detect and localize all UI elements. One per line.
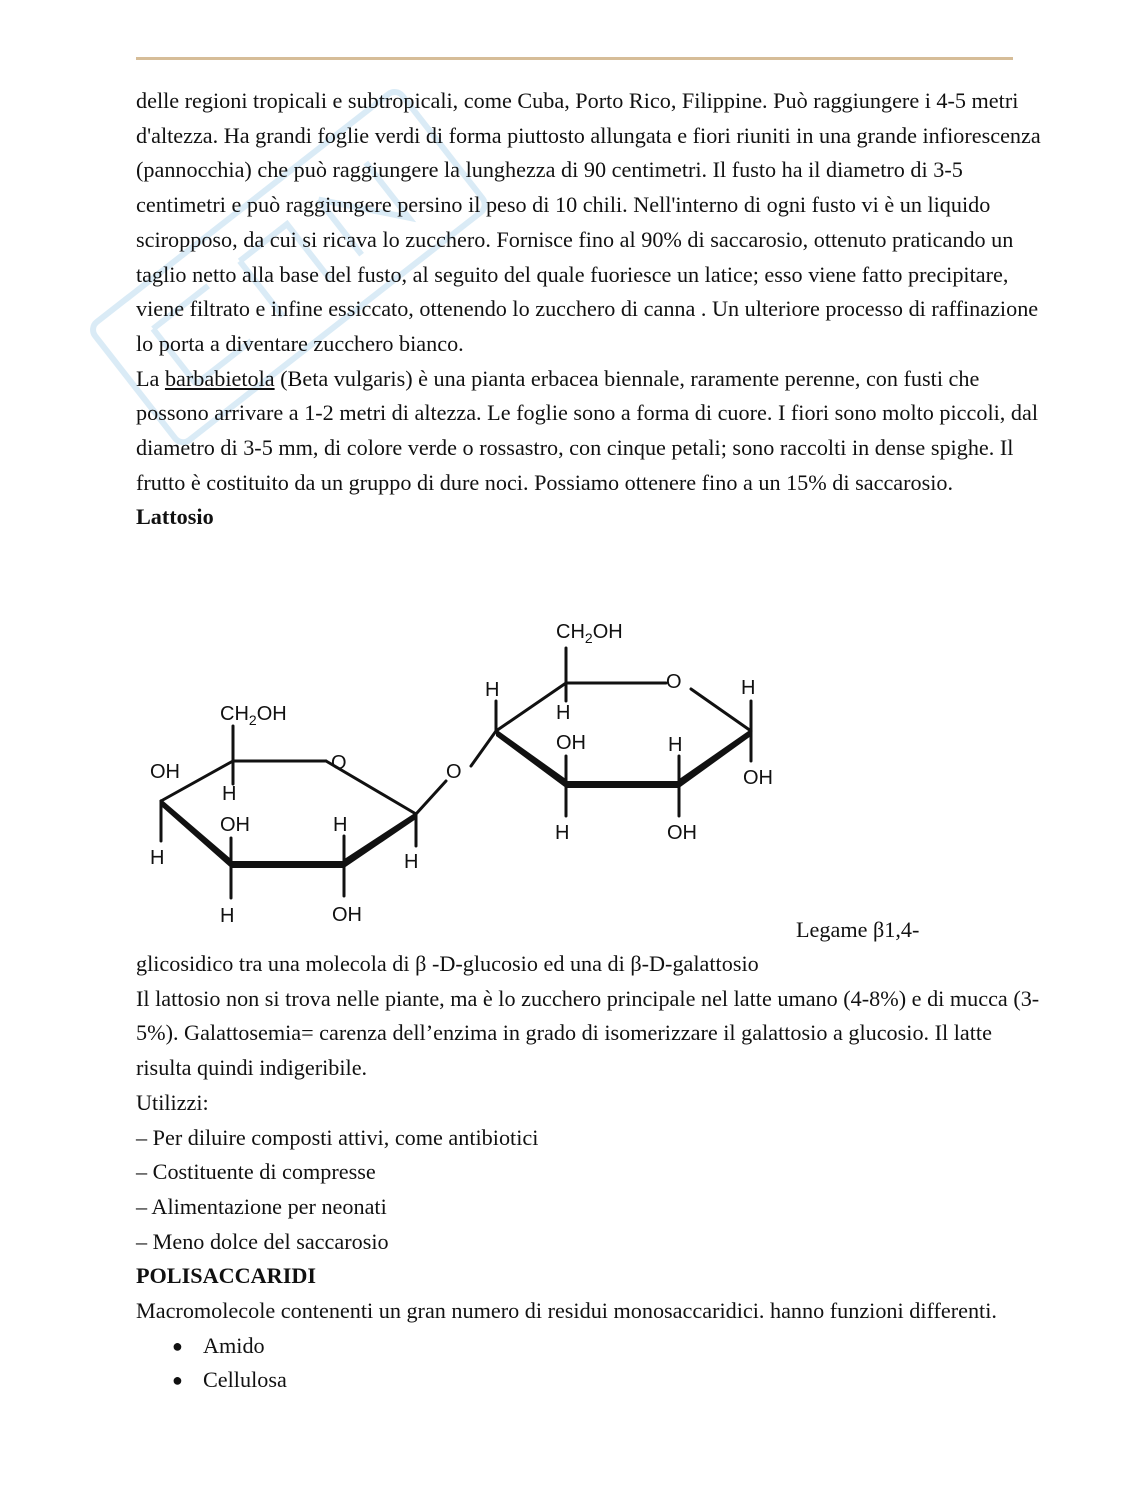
use-item: – Meno dolce del saccarosio — [136, 1228, 389, 1254]
ring1-oxygen: O — [331, 752, 347, 774]
figure-caption-continued: glicosidico tra una molecola di β -D-glucosio ed una di β-D-galattosio — [136, 951, 759, 976]
figure-caption-start: Legame β1,4- — [796, 917, 920, 942]
svg-text:H: H — [220, 905, 235, 927]
bullet-icon: ● — [172, 1370, 183, 1391]
svg-text:H: H — [485, 679, 500, 701]
svg-text:H: H — [741, 677, 756, 699]
uses-heading: Utilizzi: — [136, 1089, 209, 1115]
lactose-heading: Lattosio — [136, 504, 214, 530]
polysaccharides-paragraph: Macromolecole contenenti un gran numero di residui monosaccaridici. hanno funzioni differenti. — [136, 1298, 997, 1324]
svg-text:H: H — [222, 783, 237, 805]
beet-prefix: La — [136, 365, 165, 391]
svg-text:OH: OH — [332, 904, 362, 926]
svg-text:H: H — [668, 734, 683, 756]
bullet-icon: ● — [172, 1335, 183, 1356]
list-item: ● Cellulosa — [136, 1363, 1046, 1398]
list-item: ● Amido — [136, 1329, 1046, 1364]
svg-text:OH: OH — [220, 814, 250, 836]
beet-rest: (Beta vulgaris) è una pianta erbacea biennale, raramente perenne, con fusti che possono arrivare a 1-2 metri di altezza. Le foglie sono a forma di cuore. I fiori sono molto piccoli, dal diametro di 3-5 mm, di colore verde o rossastro, con cinque petali; sono raccolti in dense spighe. Il frutto è costituito da un gruppo di dure noci. Possiamo ottenere fino a un 15% di saccarosio. — [136, 365, 1038, 495]
polysaccharides-heading: POLISACCARIDI — [136, 1263, 316, 1289]
header-rule — [136, 57, 1013, 60]
svg-text:CH2OH: $CH_2OH$ — [556, 621, 623, 646]
lactose-paragraph: Il lattosio non si trova nelle piante, ma è lo zucchero principale nel latte umano (4-8%) e di mucca (3-5%). Galattosemia= carenza dell’enzima in grado di isomerizzare il galattosio a glucosio. Il latte risulta quindi indigeribile. — [136, 985, 1040, 1081]
svg-text:OH: OH — [667, 822, 697, 844]
svg-text:OH: OH — [150, 761, 180, 783]
use-item: – Per diluire composti attivi, come antibiotici — [136, 1124, 539, 1150]
use-item: – Alimentazione per neonati — [136, 1193, 387, 1219]
lactose-structure-diagram — [136, 606, 796, 936]
main-text — [136, 84, 1046, 535]
svg-text:H: H — [333, 814, 348, 836]
sugarcane-paragraph: delle regioni tropicali e subtropicali, come Cuba, Porto Rico, Filippine. Può raggiungere i 4-5 metri d'altezza. Ha grandi foglie verdi di forma piuttosto allungata e fiori riuniti in una grande infiorescenza (pannocchia) che può raggiungere la lunghezza di 90 centimetri. Il fusto ha il diametro di 3-5 centimetri e può raggiungere persino il peso di 10 chili. Nell'interno di ogni fusto vi è un liquido sciropposo, da cui si ricava lo zucchero. Fornisce fino al 90% di saccarosio, ottenuto praticando un taglio netto alla base del fusto, al seguito del quale fuoriesce un latice; esso viene fatto precipitare, viene filtrato e infine essiccato, ottenendo lo zucchero di canna . Un ulteriore processo di raffinazione lo porta a diventare zucchero bianco. — [136, 88, 1041, 356]
svg-text:H: H — [555, 822, 570, 844]
svg-text:OH: OH — [743, 767, 773, 789]
beet-link[interactable]: barbabietola — [164, 365, 275, 391]
polysaccharides-list — [136, 1329, 1046, 1398]
use-item: – Costituente di compresse — [136, 1159, 376, 1185]
lower-text — [136, 947, 1046, 1398]
svg-text:H: H — [150, 847, 165, 869]
ring2-oxygen: O — [666, 671, 682, 693]
beet-paragraph — [136, 362, 1046, 501]
glycosidic-oxygen: O — [446, 761, 462, 783]
svg-text:OH: OH — [556, 732, 586, 754]
svg-text:CH2OH: $CH_2OH$ — [220, 703, 287, 728]
svg-text:H: H — [556, 702, 571, 724]
svg-text:H: H — [404, 851, 419, 873]
